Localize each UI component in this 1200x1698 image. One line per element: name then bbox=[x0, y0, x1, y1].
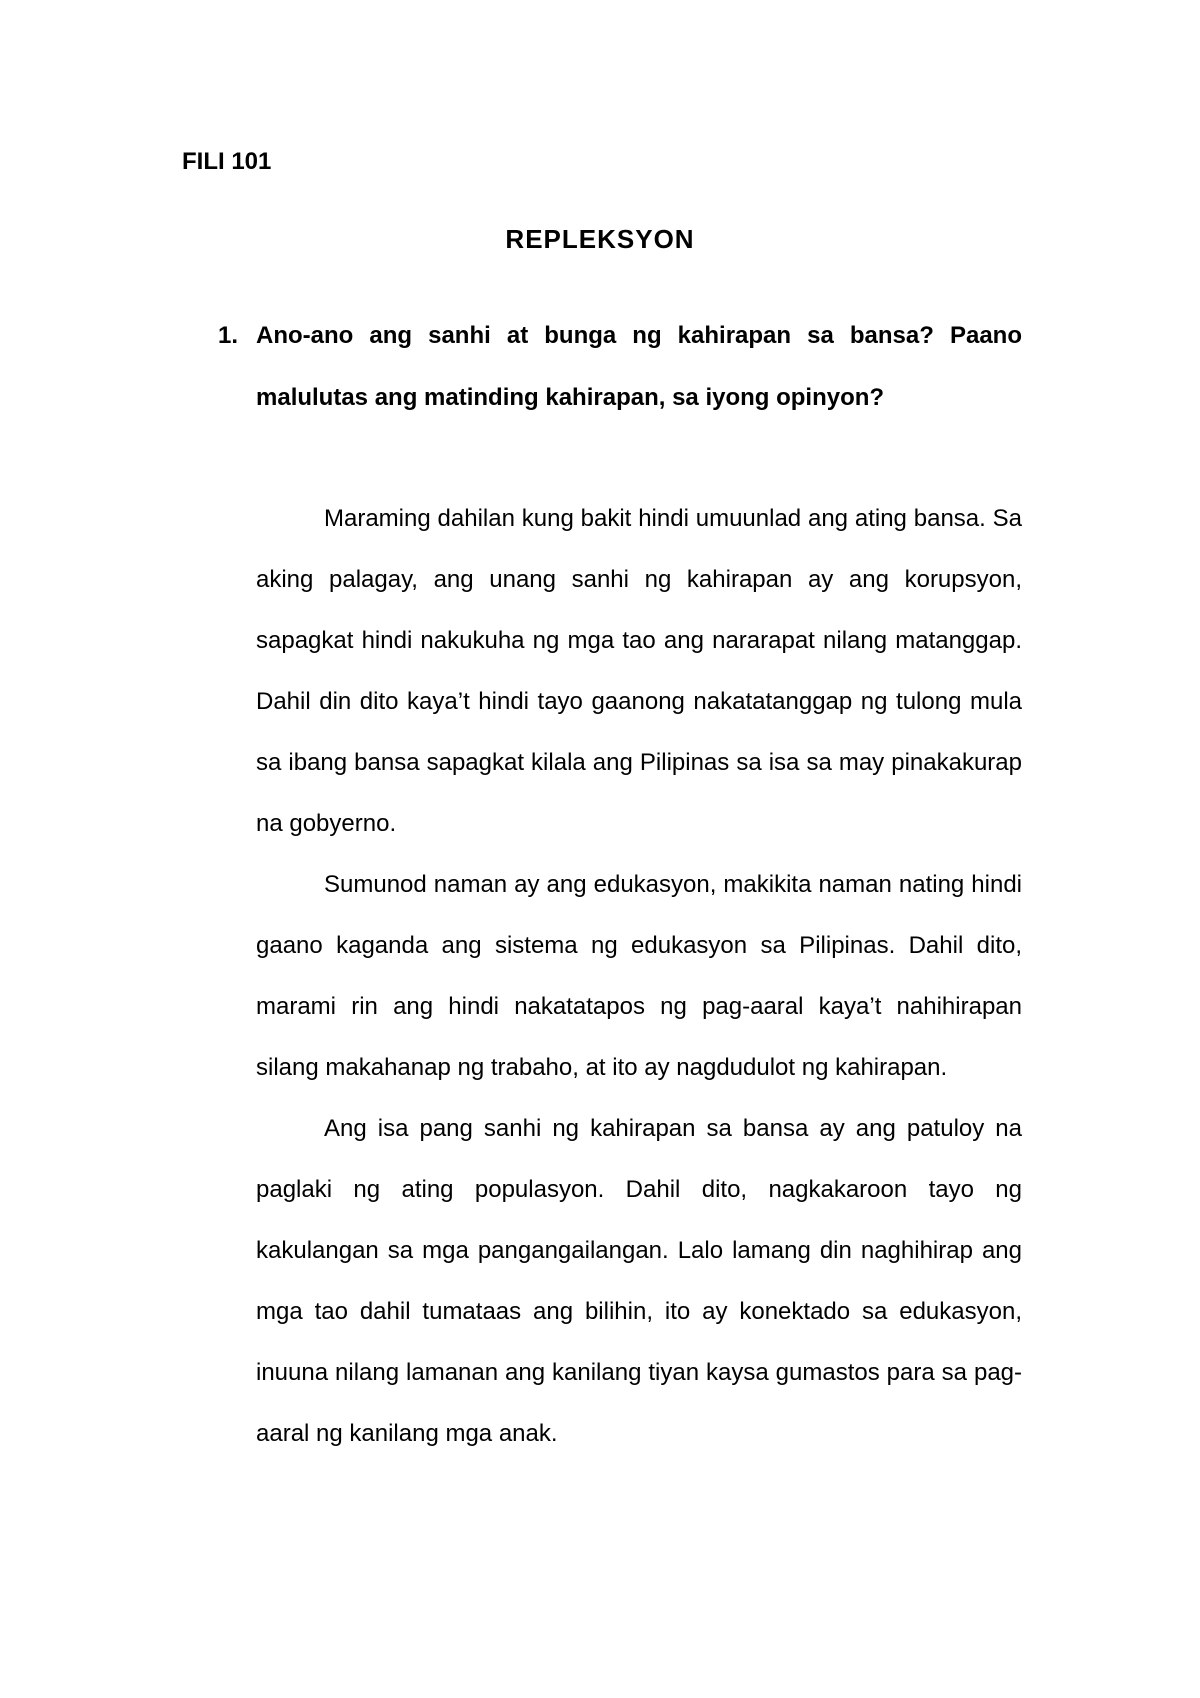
question-text: Ano-ano ang sanhi at bunga ng kahirapan sa bansa? Paano malulutas ang matinding kahirapan, sa iyong opinyon? bbox=[256, 322, 1022, 411]
answer-paragraph: Ang isa pang sanhi ng kahirapan sa bansa ay ang patuloy na paglaki ng ating populasyon. Dahil dito, nagkakaroon tayo ng kakulangan sa mga pangangailangan. Lalo lamang din naghihirap ang mga tao dahil tumataas ang bilihin, ito ay konektado sa edukasyon, inuuna nilang lamanan ang kanilang tiyan kaysa gumastos para sa pag-aaral ng kanilang mga anak. bbox=[256, 1115, 1022, 1447]
answer-body bbox=[256, 488, 1022, 1464]
course-code: FILI 101 bbox=[182, 148, 272, 175]
question-item bbox=[218, 305, 1022, 429]
question-number: 1. bbox=[218, 322, 239, 349]
answer-paragraph: Sumunod naman ay ang edukasyon, makikita naman nating hindi gaano kaganda ang sistema ng edukasyon sa Pilipinas. Dahil dito, marami rin ang hindi nakatatapos ng pag-aaral kaya’t nahihirapan silang makahanap ng trabaho, at ito ay nagdudulot ng kahirapan. bbox=[256, 871, 1022, 1081]
document-title: REPLEKSYON bbox=[505, 224, 695, 254]
answer-paragraph: Maraming dahilan kung bakit hindi umuunlad ang ating bansa. Sa aking palagay, ang unang sanhi ng kahirapan ay ang korupsyon, sapagkat hindi nakukuha ng mga tao ang nararapat nilang matanggap. Dahil din dito kaya’t hindi tayo gaanong nakatatanggap ng tulong mula sa ibang bansa sapagkat kilala ang Pilipinas sa isa sa may pinakakurap na gobyerno. bbox=[256, 505, 1022, 837]
